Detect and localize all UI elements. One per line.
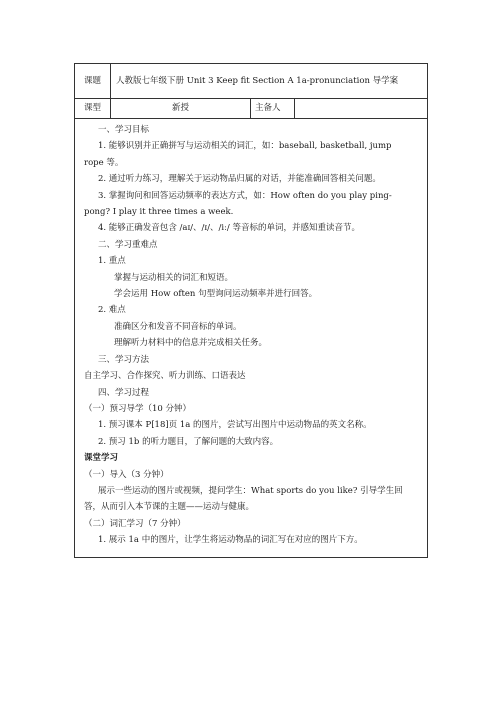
preparer-label: 主备人: [251, 99, 295, 118]
section-heading-methods: 三、学习方法: [98, 354, 150, 365]
type-row: [75, 99, 427, 119]
lesson-plan-table: [74, 63, 428, 558]
goal-1: 1. 能够识别并正确拼写与运动相关的词汇，如：baseball, basketball, jump: [98, 141, 392, 152]
key-heading: 1. 重点: [98, 256, 126, 267]
intro-text: 展示一些运动的图片或视频，提问学生：What sports do you like? 引导学生回: [98, 485, 403, 496]
key-point-1: 掌握与运动相关的词汇和短语。: [114, 272, 234, 283]
lesson-title: 人教版七年级下册 Unit 3 Keep fit Section A 1a-pronunciation 导学案: [116, 75, 399, 86]
difficulty-2: 理解听力材料中的信息并完成相关任务。: [114, 338, 268, 349]
section-heading-process: 四、学习过程: [98, 387, 150, 398]
methods-text: 自主学习、合作探究、听力训练、口语表达: [84, 371, 246, 382]
type-label: 课型: [75, 99, 111, 118]
intro-heading: （一）导入（3 分钟）: [84, 469, 169, 480]
preview-1: 1. 预习课本 P[18]页 1a 的图片，尝试写出图片中运动物品的英文名称。: [98, 420, 372, 431]
body-row: [75, 119, 427, 557]
class-study-heading: 课堂学习: [84, 453, 119, 464]
goal-4: 4. 能够正确发音包含 /aɪ/、/ɪ/、/iː/ 等音标的单词，并感知重读音节。: [98, 223, 360, 234]
section-heading-key-points: 二、学习重难点: [98, 239, 158, 250]
goal-3: 3. 掌握询问和回答运动频率的表达方式，如：How often do you play ping-: [98, 190, 392, 201]
vocab-1: 1. 展示 1a 中的图片，让学生将运动物品的词汇写在对应的图片下方。: [98, 535, 363, 546]
preview-2: 2. 预习 1b 的听力题目，了解问题的大致内容。: [98, 436, 279, 447]
preview-heading: （一）预习导学（10 分钟）: [84, 403, 192, 414]
body-content: [75, 119, 427, 557]
difficulty-heading: 2. 难点: [98, 305, 126, 316]
goal-2: 2. 通过听力练习，理解关于运动物品归属的对话，并能准确回答相关问题。: [98, 174, 381, 185]
preparer-value: [295, 99, 427, 118]
vocab-heading: （二）词汇学习（7 分钟）: [84, 518, 186, 529]
key-point-2: 学会运用 How often 句型询问运动频率并进行回答。: [114, 289, 318, 300]
title-row: [75, 64, 427, 99]
goal-3-cont: pong? I play it three times a week.: [84, 207, 234, 218]
goal-1-cont: rope 等。: [84, 157, 124, 168]
title-label: 课题: [75, 64, 111, 98]
intro-text-cont: 答，从而引入本节课的主题——运动与健康。: [84, 502, 255, 513]
difficulty-1: 准确区分和发音不同音标的单词。: [114, 321, 242, 332]
section-heading-goals: 一、学习目标: [98, 125, 150, 135]
type-value: 新授: [111, 99, 251, 118]
